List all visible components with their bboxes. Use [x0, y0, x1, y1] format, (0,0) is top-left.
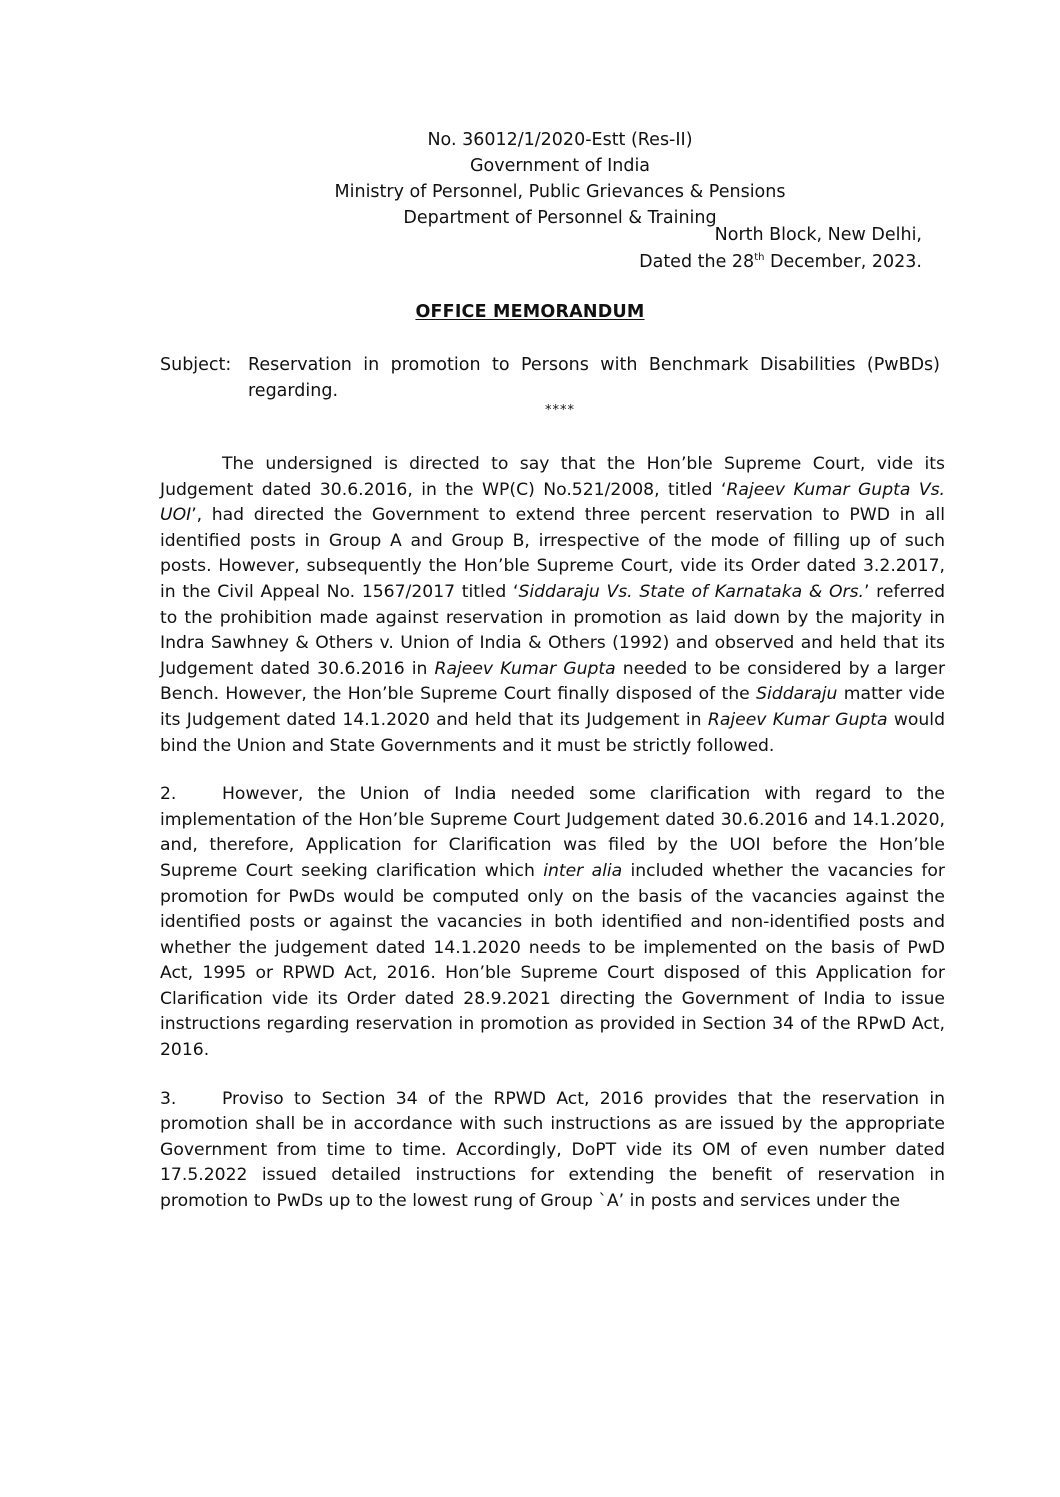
paragraph-3	[160, 1087, 945, 1215]
separator	[0, 403, 1060, 418]
paragraph-text: ’ referred to the prohibition made against reservation in promotion as laid down by the majority in Indra Sawhney & Others v. Union of India & Others (1992) and observed and held that its Judgement dated 30.6.2016 in	[160, 581, 945, 679]
italic-citation: Rajeev Kumar Gupta Vs. UOI	[160, 479, 945, 526]
letterhead	[200, 127, 920, 231]
separator-stars: ****	[545, 403, 575, 418]
place-and-date	[639, 222, 922, 276]
paragraph-number: 2.	[160, 784, 177, 805]
paragraph-1	[160, 452, 945, 759]
department-name: Department of Personnel & Training	[403, 208, 717, 228]
date-rest: December, 2023.	[764, 252, 922, 272]
memorandum-body	[160, 452, 945, 1238]
italic-citation: Rajeev Kumar Gupta	[707, 709, 888, 730]
memorandum-title-text: OFFICE MEMORANDUM	[415, 302, 645, 322]
paragraph-text: needed to be considered by a larger Bench. However, the Hon’ble Supreme Court finally disposed of the	[160, 658, 946, 705]
paragraph-text: matter vide its Judgement dated 14.1.2020 and held that its Judgement in	[160, 684, 945, 730]
italic-citation: inter alia	[543, 860, 623, 881]
subject-label: Subject:	[160, 355, 232, 375]
memorandum-title	[0, 302, 1060, 322]
paragraph-number: 3.	[160, 1088, 177, 1109]
paragraph-text: included whether the vacancies for promotion for PwDs would be computed only on the basis of the vacancies against the identified posts or against the vacancies in both identified and non-identified posts and whether the judgement dated 14.1.2020 needs to be implemented on the basis of PwD Act, 1995 or RPWD Act, 2016. Hon’ble Supreme Court disposed of this Application for Clarification vide its Order dated 28.9.2021 directing the Government of India to issue instructions regarding reservation in promotion as provided in Section 34 of the RPwD Act, 2016.	[160, 860, 945, 1061]
date-ordinal-suffix: th	[754, 252, 765, 264]
government-name: Government of India	[469, 156, 651, 176]
italic-citation: Rajeev Kumar Gupta	[434, 658, 616, 679]
file-number: No. 36012/1/2020-Estt (Res-II)	[427, 130, 693, 150]
italic-citation: Siddaraju Vs. State of Karnataka & Ors.	[518, 581, 864, 602]
paragraph-2	[160, 782, 945, 1064]
date-prefix: Dated the 28	[639, 252, 755, 272]
date	[639, 249, 922, 276]
subject-line	[160, 352, 940, 404]
place: North Block, New Delhi,	[714, 225, 922, 245]
paragraph-text: ’, had directed the Government to extend three percent reservation to PWD in all identified posts in Group A and Group B, irrespective of the mode of filling up of such posts. However, subsequently the Hon’ble Supreme Court, vide its Order dated 3.2.2017, in the Civil Appeal No. 1567/2017 titled ‘	[160, 505, 945, 602]
paragraph-text: The undersigned is directed to say that the Hon’ble Supreme Court, vide its Judgement dated 30.6.2016, in the WP(C) No.521/2008, titled ‘	[160, 454, 945, 500]
paragraph-text: However, the Union of India needed some clarification with regard to the implementation of the Hon’ble Supreme Court Judgement dated 30.6.2016 and 14.1.2020, and, therefore, Application for Clarification was filed by the UOI before the Hon’ble Supreme Court seeking clarification which	[160, 784, 945, 881]
ministry-name: Ministry of Personnel, Public Grievances & Pensions	[334, 182, 786, 202]
subject-text: Reservation in promotion to Persons with Benchmark Disabilities (PwBDs) regarding.	[248, 355, 940, 401]
paragraph-text: would bind the Union and State Governments and it must be strictly followed.	[160, 709, 945, 756]
paragraph-text: Proviso to Section 34 of the RPWD Act, 2016 provides that the reservation in promotion shall be in accordance with such instructions as are issued by the appropriate Government from time to time. Accordingly, DoPT vide its OM of even number dated 17.5.2022 issued detailed instructions for extending the benefit of reservation in promotion to PwDs up to the lowest rung of Group `A’ in posts and services under the	[160, 1088, 945, 1212]
italic-citation: Siddaraju	[756, 684, 838, 705]
